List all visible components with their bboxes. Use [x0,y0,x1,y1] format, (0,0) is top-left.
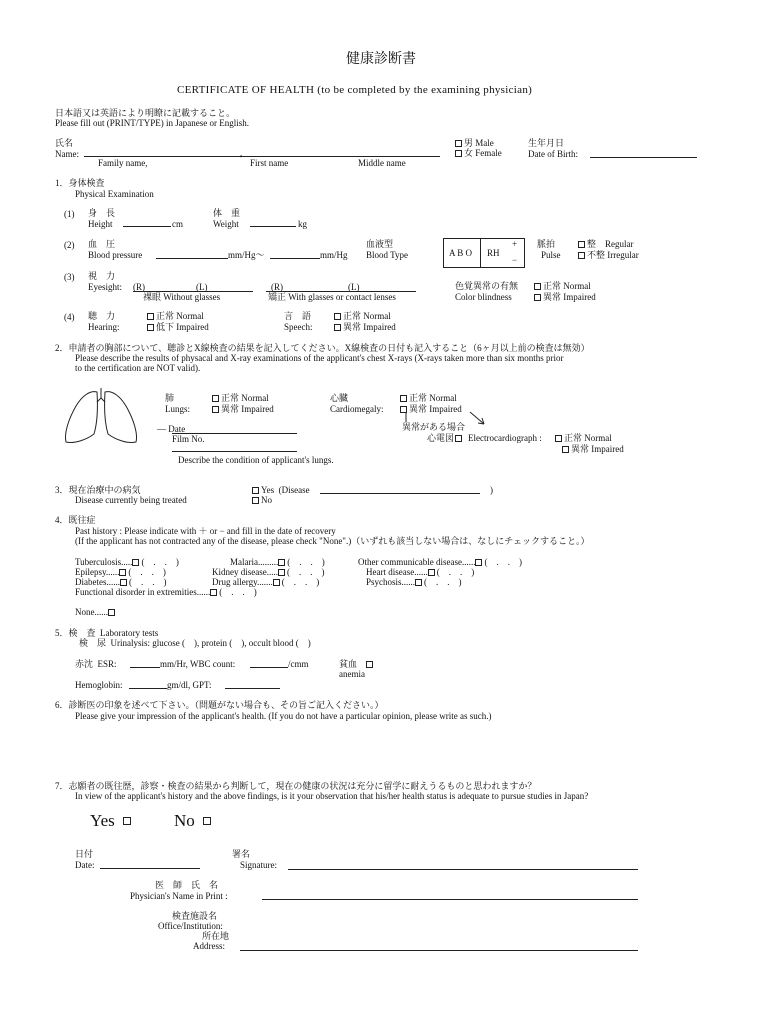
color-normal-jp: 正常 [543,281,562,291]
malaria-date: ( . . ) [287,557,325,567]
bp-low-field[interactable] [270,258,320,259]
lungs-impaired[interactable] [212,404,274,414]
none-checkbox[interactable] [108,609,115,616]
color-normal-label: Normal [563,281,591,291]
cardio-normal-jp: 正常 [409,393,428,403]
cardio-impaired-label: Impaired [429,404,462,414]
anemia-label-jp: 貧血 [339,659,358,669]
hearing-impaired-label: Impaired [176,322,209,332]
eyesight-l-2: (L) [348,282,360,292]
heart-date: ( . . ) [436,567,475,577]
drug-item[interactable] [212,577,319,587]
color-label: Color blindness [455,292,512,302]
lungs-normal[interactable] [212,393,269,403]
physician-label-jp: 医 師 氏 名 [155,880,219,890]
sex-male[interactable] [455,138,494,148]
s5-title-jp: 5．検 査 [55,628,96,638]
color-impaired-jp: 異常 [543,292,562,302]
date-label-jp: 日付 [75,849,94,859]
diabetes-item[interactable] [75,577,167,587]
functional-date: ( . . ) [219,587,257,597]
lungs-label-jp: 肺 [165,393,175,403]
bp-unit-1: mm/Hg〜 [228,250,265,260]
disease-no[interactable] [252,495,272,505]
lungs-normal-jp: 正常 [221,393,240,403]
speech-impaired-label: Impaired [363,322,396,332]
cardio-impaired-jp: 異常 [409,404,428,414]
adequate-yes-label: Yes [90,811,115,830]
eyesight-label: Eyesight: [88,282,122,292]
diabetes-label: Diabetes...... [75,577,120,587]
lungs-impaired-label: Impaired [241,404,274,414]
heart-checkbox[interactable] [428,569,435,576]
wbc-unit: /cmm [288,659,309,669]
title-jp: 健康診断書 [346,52,416,67]
male-checkbox[interactable] [455,140,462,147]
disease-yes-checkbox[interactable] [252,487,259,494]
lungs-impaired-checkbox[interactable] [212,406,219,413]
lungs-impaired-jp: 異常 [221,404,240,414]
without-jp: 裸眼 [143,292,162,302]
diabetes-date: ( . . ) [129,577,167,587]
ecg-normal[interactable] [555,433,612,443]
pulse-regular[interactable] [578,239,634,249]
s3-title-en: Disease currently being treated [75,495,187,505]
heart-item[interactable] [366,567,474,577]
hearing-label-jp: 聴 力 [88,311,116,321]
cardio-label: Cardiomegaly: [330,404,384,414]
date-field[interactable] [100,868,200,869]
psychosis-item[interactable] [366,577,462,587]
bp-label: Blood pressure [88,250,143,260]
color-impaired[interactable] [534,292,596,302]
name-label: Name: [55,149,79,159]
ecg-normal-checkbox[interactable] [555,435,562,442]
other-item[interactable] [358,557,522,567]
date-label: — Date [157,424,186,434]
disease-yes-label: Yes [261,485,275,495]
blood-type-label-jp: 血液型 [366,239,394,249]
abnormal-label-jp: 異常がある場合 [402,422,466,432]
hearing-impaired[interactable] [147,322,209,332]
irregular-label: Irregular [607,250,639,260]
malaria-item[interactable] [230,557,325,567]
lungs-normal-label: Normal [241,393,269,403]
adequate-no-checkbox[interactable] [203,817,211,825]
hgb-field[interactable] [129,688,167,689]
lungs-icon [60,388,142,446]
regular-checkbox[interactable] [578,241,585,248]
speech-normal-label: Normal [363,311,391,321]
rh-plus: + [512,239,518,249]
drug-date: ( . . ) [281,577,320,587]
color-impaired-label: Impaired [563,292,596,302]
with-en: With glasses or contact lenses [288,292,396,302]
hearing-impaired-checkbox[interactable] [147,324,154,331]
dob-label-jp: 生年月日 [528,138,565,148]
pulse-label-jp: 脈拍 [537,239,556,249]
esr-en: ESR: [97,659,117,669]
ecg-impaired-checkbox[interactable] [562,446,569,453]
other-label: Other communicable disease...... [358,557,476,567]
office-label-jp: 検査施設名 [172,911,218,921]
weight-label: Weight [213,219,239,229]
sex-female[interactable] [455,148,502,158]
weight-label-jp: 体 重 [213,208,241,218]
s4-history: Past history : Please indicate with ＋ or − and fill in the date of recovery [75,526,336,536]
instructions-jp: 日本語又は英語により明瞭に記載すること。 [55,108,236,118]
tb-checkbox[interactable] [132,559,139,566]
s6-desc: Please give your impression of the applicant's health. (If you do not have a particular opinion, please write as such.) [75,711,492,721]
height-number: (1) [64,209,75,219]
bp-label-jp: 血 圧 [88,239,116,249]
cardio-normal-label: Normal [429,393,457,403]
cardio-normal-checkbox[interactable] [400,395,407,402]
drug-checkbox[interactable] [273,579,280,586]
describe-lungs: Describe the condition of applicant's lungs. [178,455,334,465]
eyesight-number: (3) [64,272,75,282]
disease-no-label: No [261,495,272,505]
urine-jp: 検 尿 [79,638,107,648]
diabetes-checkbox[interactable] [120,579,127,586]
bp-number: (2) [64,240,75,250]
esr-label [75,659,117,669]
hearing-number: (4) [64,312,75,322]
male-label: Male [475,138,494,148]
other-date: ( . . ) [484,557,522,567]
disease-field[interactable] [320,493,480,494]
malaria-label: Malaria......... [230,557,279,567]
height-unit: cm [172,219,183,229]
address-field[interactable] [240,950,638,951]
ecg-impaired-label: Impaired [591,444,624,454]
epilepsy-label: Epilepsy...... [75,567,120,577]
adequate-yes[interactable] [90,811,133,831]
anemia-checkbox[interactable] [366,661,373,668]
bp-unit-2: mm/Hg [320,250,348,260]
signature-label-jp: 署名 [232,849,251,859]
office-label: Office/Institution: [158,921,223,931]
speech-normal-jp: 正常 [343,311,362,321]
psychosis-checkbox[interactable] [415,579,422,586]
other-checkbox[interactable] [475,559,482,566]
name-field[interactable] [84,156,440,157]
eyesight-r-2: (R) [271,282,283,292]
color-normal[interactable] [534,281,591,291]
instructions-en: Please fill out (PRINT/TYPE) in Japanese or English. [55,118,249,128]
address-label: Address: [193,941,225,951]
kidney-item[interactable] [212,567,324,577]
impression-area[interactable] [75,724,695,774]
speech-impaired[interactable] [334,322,396,332]
male-jp: 男 [464,138,474,148]
rh-minus: − [512,255,518,265]
family-name-label: Family name, [98,158,148,168]
anemia-label: anemia [339,669,365,679]
height-field[interactable] [123,226,171,227]
tb-date: ( . . ) [141,557,179,567]
height-label-jp: 身 長 [88,208,116,218]
hgb-label: Hemoglobin: [75,680,123,690]
adequate-yes-checkbox[interactable] [123,817,131,825]
s1-title-en: Physical Examination [75,189,154,199]
film-label: Film No. [172,434,205,444]
epilepsy-item[interactable] [75,567,166,577]
color-label-jp: 色覚異常の有無 [455,281,519,291]
lungs-normal-checkbox[interactable] [212,395,219,402]
color-normal-checkbox[interactable] [534,283,541,290]
name-comma: , [240,148,243,158]
speech-impaired-jp: 異常 [343,322,362,332]
ecg-impaired-jp: 異常 [571,444,590,454]
hearing-label: Hearing: [88,322,120,332]
speech-label-jp: 言 語 [284,311,312,321]
date-label-en: Date: [75,860,95,870]
pulse-label: Pulse [541,250,561,260]
s5-title-en: Laboratory tests [100,628,159,638]
signature-field[interactable] [288,869,638,870]
urine-row [79,638,311,648]
without-en: Without glasses [163,292,221,302]
hearing-normal[interactable] [147,311,204,321]
gpt-label: gm/dl, GPT: [167,680,212,690]
dob-field[interactable] [590,157,697,158]
dob-label: Date of Birth: [528,149,578,159]
without-glasses-label [143,292,220,302]
with-glasses-label [268,292,396,302]
disease-no-checkbox[interactable] [252,497,259,504]
s7-desc: In view of the applicant's history and the above findings, is it your observation that his/her health status is adequate to pursue studies in Japan? [75,791,589,801]
none-item[interactable] [75,607,117,617]
address-label-jp: 所在地 [202,931,230,941]
irregular-checkbox[interactable] [578,252,585,259]
s2-desc-2: to the certification are NOT valid). [75,363,201,373]
physician-name-field[interactable] [262,899,638,900]
blood-type-divider [480,238,481,268]
functional-label: Functional disorder in extremities...... [75,587,211,597]
eyesight-l-1: (L) [196,282,208,292]
cardio-label-jp: 心臓 [330,393,349,403]
ecg-jp: 心電図 [427,433,455,443]
abo-label: A B O [449,248,473,258]
s2-desc-1: Please describe the results of physacal and X-ray examinations of the applicant's chest X-rays (X-rays taken more than six months prior [75,353,564,363]
s6-title-jp: 6．診断医の印象を述べて下さい。（問題がない場合も、その旨ご記入ください。） [55,700,384,710]
eyesight-label-jp: 視 力 [88,271,116,281]
esr-field[interactable] [130,667,160,668]
esr-unit: mm/Hr, WBC count: [160,659,236,669]
ecg-normal-jp: 正常 [564,433,583,443]
pulse-irregular[interactable] [578,250,639,260]
color-impaired-checkbox[interactable] [534,294,541,301]
adequate-no-label: No [174,811,195,830]
hearing-normal-label: Normal [176,311,204,321]
ecg-normal-label: Normal [584,433,612,443]
adequate-no[interactable] [174,811,213,831]
psychosis-label: Psychosis...... [366,577,416,587]
ecg-impaired[interactable] [562,444,624,454]
kidney-checkbox[interactable] [278,569,285,576]
regular-label: Regular [605,239,634,249]
gpt-field[interactable] [225,688,280,689]
blood-type-label: Blood Type [366,250,408,260]
name-label-jp: 氏名 [55,138,74,148]
ecg-label: Electrocardiograph : [468,433,542,443]
female-jp: 女 [464,148,474,158]
weight-unit: kg [298,219,307,229]
speech-label: Speech: [284,322,313,332]
ecg-label-jp [427,433,464,443]
physician-label: Physician's Name in Print : [130,891,228,901]
hearing-impaired-jp: 低下 [156,322,175,332]
height-label: Height [88,219,113,229]
female-label: Female [475,148,502,158]
s5-title [55,628,158,638]
film-number-field[interactable] [172,451,297,452]
esr-jp: 赤沈 [75,659,94,669]
hearing-normal-checkbox[interactable] [147,313,154,320]
eyesight-r-1: (R) [133,282,145,292]
drug-label: Drug allergy....... [212,577,273,587]
middle-name-label: Middle name [358,158,406,168]
speech-normal[interactable] [334,311,391,321]
anemia-jp[interactable] [339,659,375,669]
regular-jp: 整 [587,239,597,249]
malaria-checkbox[interactable] [278,559,285,566]
epilepsy-date: ( . . ) [128,567,166,577]
ecg-checkbox[interactable] [455,435,462,442]
kidney-date: ( . . ) [286,567,325,577]
speech-normal-checkbox[interactable] [334,313,341,320]
functional-checkbox[interactable] [210,589,217,596]
tb-label: Tuberculosis..... [75,557,133,567]
epilepsy-checkbox[interactable] [119,569,126,576]
weight-field[interactable] [250,226,296,227]
s7-title-jp: 7．志願者の既往歴，診察・検査の結果から判断して，現在の健康の状況は充分に留学に耐えうるものと思われますか？ [55,781,537,791]
signature-label: Signature: [240,860,277,870]
s4-title-jp: 4．既往症 [55,515,96,525]
rh-label: RH [487,248,500,258]
bp-high-field[interactable] [156,258,228,259]
s2-title-jp: 2．申請者の胸部について、聴診とX線検査の結果を記入してください。X線検査の日付も記入すること（6ヶ月以上前の検査は無効） [55,343,590,353]
s1-title-jp: 1．身体検査 [55,178,105,188]
none-label: None...... [75,607,108,617]
female-checkbox[interactable] [455,150,462,157]
disease-paren-label: (Disease [278,485,310,495]
irregular-jp: 不整 [587,250,606,260]
with-jp: 矯正 [268,292,287,302]
urine-label: Urinalysis: glucose ( ), protein ( ), occult blood ( ) [110,638,311,648]
hearing-normal-jp: 正常 [156,311,175,321]
heart-label: Heart disease...... [366,567,428,577]
psychosis-date: ( . . ) [424,577,462,587]
tb-item[interactable] [75,557,179,567]
disease-yes[interactable] [252,485,310,495]
cardio-normal[interactable] [400,393,457,403]
first-name-label: First name [250,158,289,168]
functional-item[interactable] [75,587,257,597]
kidney-label: Kidney disease..... [212,567,278,577]
title-en: CERTIFICATE OF HEALTH (to be completed by the examining physician) [177,84,533,96]
s4-note: (If the applicant has not contracted any of the disease, please check "None".)（いずれも該当しない場合は、なしにチェックすること。） [75,536,590,546]
disease-close: ) [490,485,493,495]
lungs-label: Lungs: [165,404,191,414]
speech-impaired-checkbox[interactable] [334,324,341,331]
wbc-field[interactable] [250,667,288,668]
s3-title-jp: 3．現在治療中の病気 [55,485,141,495]
